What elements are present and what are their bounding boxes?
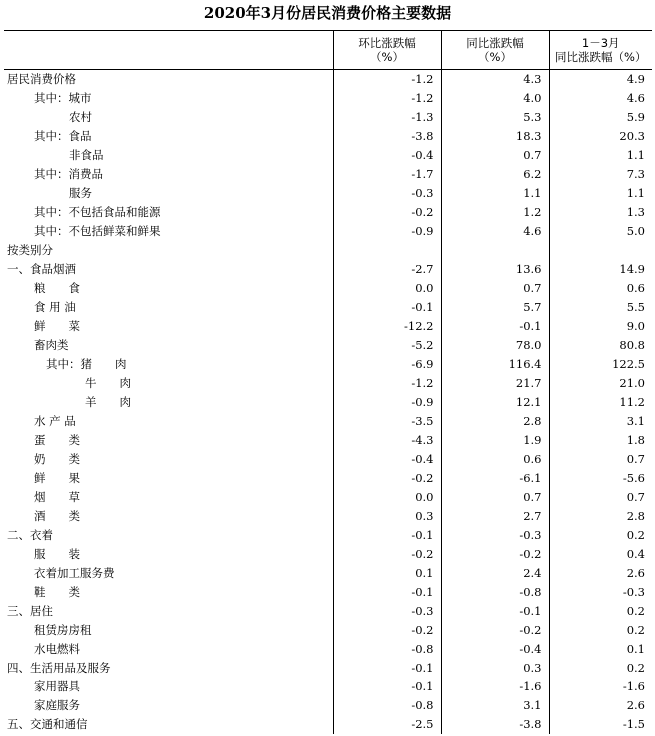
row-ytd-value: 2.8 [549,506,652,525]
row-mom-value: -0.2 [333,544,441,563]
cpi-table [4,30,652,734]
row-yoy-value: -0.3 [441,525,549,544]
table-row [4,696,652,715]
row-yoy-value: 12.1 [441,392,549,411]
row-label: 非食品 [69,148,104,163]
table-row [4,715,652,734]
row-yoy-value: -1.6 [441,677,549,696]
table-row [4,184,652,203]
row-label: 其中：不包括鲜菜和鲜果 [34,224,161,239]
table-row [4,165,652,184]
row-ytd-value: 5.0 [549,222,652,241]
row-ytd-value: 20.3 [549,127,652,146]
row-mom-value: -6.9 [333,355,441,374]
row-label: 其中：不包括食品和能源 [34,205,161,220]
row-ytd-value: 1.1 [549,184,652,203]
row-mom-value: -0.2 [333,620,441,639]
table-row [4,108,652,127]
row-mom-value: -1.2 [333,89,441,108]
row-yoy-value: 0.7 [441,487,549,506]
row-label: 农村 [69,110,92,125]
table-row [4,525,652,544]
row-yoy-value: 21.7 [441,374,549,393]
row-label: 衣着加工服务费 [34,565,115,580]
table-row [4,89,652,108]
row-mom-value: -0.1 [333,298,441,317]
row-label: 其中：猪 肉 [46,357,127,372]
row-mom-value: -2.7 [333,260,441,279]
row-label: 其中：食品 [34,129,92,144]
row-ytd-value: 0.4 [549,544,652,563]
row-ytd-value: 0.7 [549,449,652,468]
page-title: 2020年3月份居民消费价格主要数据 [203,4,452,22]
row-yoy-value [441,241,549,260]
row-ytd-value: 80.8 [549,336,652,355]
header-item-column [4,31,333,70]
header-yoy-change: 同比涨跌幅 （%） [441,31,549,70]
row-mom-value: -0.9 [333,392,441,411]
row-ytd-value: 5.9 [549,108,652,127]
row-mom-value: -0.9 [333,222,441,241]
row-yoy-value: -0.8 [441,582,549,601]
row-label: 四、生活用品及服务 [7,660,111,675]
row-mom-value: -0.4 [333,146,441,165]
table-row [4,374,652,393]
table-row [4,392,652,411]
header-ytd-period: 1－3月 [581,36,620,50]
row-ytd-value: 0.2 [549,658,652,677]
row-mom-value: 0.3 [333,506,441,525]
row-mom-value: -12.2 [333,317,441,336]
table-body [4,70,652,734]
row-mom-value: -4.3 [333,430,441,449]
row-ytd-value: 0.2 [549,620,652,639]
row-label: 鞋 类 [34,584,80,599]
row-mom-value: -1.7 [333,165,441,184]
row-mom-value: -0.4 [333,449,441,468]
row-yoy-value: 4.3 [441,70,549,89]
table-row [4,336,652,355]
row-yoy-value: 18.3 [441,127,549,146]
row-ytd-value: -5.6 [549,468,652,487]
row-mom-value: -3.5 [333,411,441,430]
row-label: 酒 类 [34,508,80,523]
row-mom-value: -1.2 [333,374,441,393]
row-label: 其中：城市 [34,91,92,106]
row-ytd-value [549,241,652,260]
row-yoy-value: 2.4 [441,563,549,582]
row-yoy-value: 1.9 [441,430,549,449]
row-ytd-value: 4.6 [549,89,652,108]
table-row [4,241,652,260]
row-yoy-value: 78.0 [441,336,549,355]
row-mom-value: -0.1 [333,658,441,677]
table-row [4,430,652,449]
row-yoy-value: -0.1 [441,317,549,336]
row-yoy-value: -3.8 [441,715,549,734]
row-yoy-value: 2.7 [441,506,549,525]
table-row [4,317,652,336]
row-label: 一、食品烟酒 [7,262,76,277]
table-row [4,677,652,696]
table-row [4,601,652,620]
header-mom-change: 环比涨跌幅 （%） [333,31,441,70]
row-label: 其中：消费品 [34,167,103,182]
table-row [4,468,652,487]
row-ytd-value: 14.9 [549,260,652,279]
row-ytd-value: 3.1 [549,411,652,430]
row-label: 奶 类 [34,451,80,466]
row-mom-value: -0.8 [333,696,441,715]
row-label: 服务 [69,186,92,201]
table-row [4,355,652,374]
row-mom-value: -5.2 [333,336,441,355]
row-ytd-value: 0.2 [549,601,652,620]
table-row [4,203,652,222]
row-ytd-value: 0.2 [549,525,652,544]
row-mom-value [333,241,441,260]
row-yoy-value: 116.4 [441,355,549,374]
row-yoy-value: 4.0 [441,89,549,108]
row-label: 三、居住 [7,603,53,618]
row-yoy-value: 4.6 [441,222,549,241]
row-yoy-value: 0.6 [441,449,549,468]
row-yoy-value: 5.3 [441,108,549,127]
row-ytd-value: 9.0 [549,317,652,336]
row-ytd-value: 0.1 [549,639,652,658]
row-yoy-value: 0.7 [441,279,549,298]
row-mom-value: -3.8 [333,127,441,146]
row-mom-value: -0.1 [333,677,441,696]
row-mom-value: -0.1 [333,525,441,544]
row-mom-value: -1.2 [333,70,441,89]
row-label: 烟 草 [34,489,80,504]
table-row [4,506,652,525]
row-label: 水 产 品 [34,413,76,428]
row-mom-value: -0.2 [333,203,441,222]
row-label: 食 用 油 [34,300,76,315]
table-row [4,639,652,658]
row-ytd-value: 1.3 [549,203,652,222]
row-label: 牛 肉 [85,375,131,390]
row-yoy-value: -6.1 [441,468,549,487]
row-ytd-value: 0.7 [549,487,652,506]
row-yoy-value: -0.1 [441,601,549,620]
table-row [4,544,652,563]
table-row [4,260,652,279]
row-label: 租赁房房租 [34,622,92,637]
row-mom-value: -2.5 [333,715,441,734]
row-ytd-value: 2.6 [549,563,652,582]
row-yoy-value: 2.8 [441,411,549,430]
row-label: 粮 食 [34,281,80,296]
row-ytd-value: 4.9 [549,70,652,89]
row-yoy-value: -0.2 [441,620,549,639]
row-ytd-value: 2.6 [549,696,652,715]
row-yoy-value: 3.1 [441,696,549,715]
row-ytd-value: 0.6 [549,279,652,298]
row-ytd-value: 5.5 [549,298,652,317]
row-ytd-value: 122.5 [549,355,652,374]
row-label: 按类别分 [7,243,53,258]
row-ytd-value: -0.3 [549,582,652,601]
row-mom-value: -0.1 [333,582,441,601]
table-row [4,449,652,468]
row-label: 鲜 果 [34,470,80,485]
table-row [4,127,652,146]
row-label: 鲜 菜 [34,319,80,334]
table-row [4,658,652,677]
table-row [4,298,652,317]
row-mom-value: 0.0 [333,279,441,298]
row-yoy-value: -0.2 [441,544,549,563]
row-mom-value: 0.0 [333,487,441,506]
table-row [4,582,652,601]
row-yoy-value: 5.7 [441,298,549,317]
row-mom-value: -0.3 [333,184,441,203]
table-row [4,487,652,506]
row-label: 水电燃料 [34,641,80,656]
row-mom-value: -0.3 [333,601,441,620]
table-row [4,620,652,639]
row-label: 服 装 [34,546,80,561]
header-ytd-label: 同比涨跌幅（%） [555,50,647,64]
table-header-row [4,31,652,70]
row-ytd-value: 21.0 [549,374,652,393]
row-mom-value: -0.8 [333,639,441,658]
header-ytd-yoy-change [549,31,652,70]
row-yoy-value: 1.1 [441,184,549,203]
table-row [4,563,652,582]
table-row [4,70,652,89]
row-yoy-value: 0.3 [441,658,549,677]
row-mom-value: 0.1 [333,563,441,582]
row-mom-value: -1.3 [333,108,441,127]
row-label: 畜肉类 [34,338,69,353]
row-ytd-value: 1.1 [549,146,652,165]
row-yoy-value: 1.2 [441,203,549,222]
row-label: 羊 肉 [85,394,131,409]
row-label: 家用器具 [34,679,80,694]
table-row [4,222,652,241]
row-yoy-value: 6.2 [441,165,549,184]
table-row [4,279,652,298]
row-label: 居民消费价格 [7,72,76,87]
row-mom-value: -0.2 [333,468,441,487]
row-ytd-value: 7.3 [549,165,652,184]
row-label: 二、衣着 [7,527,53,542]
row-ytd-value: -1.6 [549,677,652,696]
row-label: 家庭服务 [34,698,80,713]
row-ytd-value: 11.2 [549,392,652,411]
row-yoy-value: -0.4 [441,639,549,658]
row-label: 五、交通和通信 [7,717,88,732]
row-yoy-value: 0.7 [441,146,549,165]
table-row [4,411,652,430]
row-ytd-value: 1.8 [549,430,652,449]
row-yoy-value: 13.6 [441,260,549,279]
row-label: 蛋 类 [34,432,80,447]
row-ytd-value: -1.5 [549,715,652,734]
table-row [4,146,652,165]
